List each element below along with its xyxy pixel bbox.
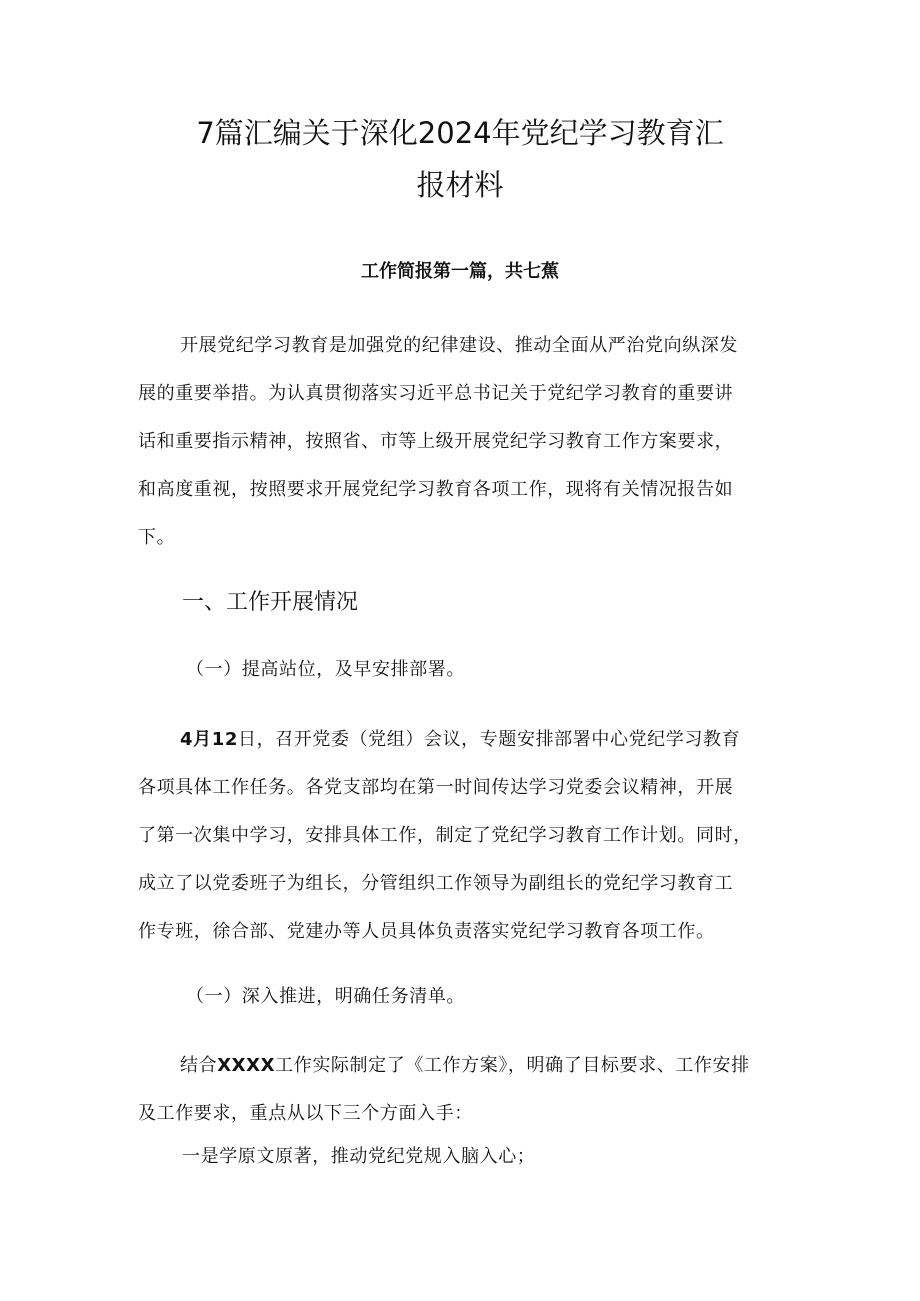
plan-line-first-text: 工作实际制定了《工作方案》，明确了目标要求、工作安排: [275, 1055, 750, 1076]
intro-paragraph: [138, 322, 788, 562]
document-subtitle: 工作简报第一篇，共七蕉: [361, 261, 559, 282]
plan-placeholder: XXXX: [217, 1055, 276, 1076]
subsection-heading-2: （一）深入推进，明确任务清单。: [186, 986, 465, 1007]
meeting-line: 各项具体工作任务。各党支部均在第一时间传达学习党委会议精神，开展: [138, 777, 734, 798]
intro-line: 下。: [138, 527, 176, 548]
list-item: 一是学原文原著，推动党纪党规入脑入心；: [182, 1146, 536, 1167]
plan-paragraph: [138, 1042, 788, 1138]
document-title-line-2: 报材料: [416, 168, 504, 202]
meeting-line-first-text: 日，召开党委（党组）会议，专题安排部署中心党纪学习教育: [237, 729, 741, 750]
section-heading: 一、工作开展情况: [182, 590, 359, 615]
meeting-line: 作专班，徐合部、党建办等人员具体负责落实党纪学习教育各项工作。: [138, 921, 715, 942]
meeting-paragraph: [138, 716, 788, 956]
subsection-heading-1: （一）提高站位，及早安排部署。: [186, 659, 465, 680]
plan-prefix: 结合: [180, 1055, 218, 1076]
intro-line: 开展党纪学习教育是加强党的纪律建设、推动全面从严治党向纵深发: [180, 335, 738, 356]
plan-line-first: [138, 1042, 788, 1090]
document-title-line-1: 7篇汇编关于深化2024年党纪学习教育汇: [196, 116, 724, 150]
intro-line: 话和重要指示精神，按照省、市等上级开展党纪学习教育工作方案要求，: [138, 431, 734, 452]
meeting-line: 成立了以党委班子为组长，分管组织工作领导为副组长的党纪学习教育工: [138, 873, 734, 894]
intro-line: 展的重要举措。为认真贯彻落实习近平总书记关于党纪学习教育的重要讲: [138, 383, 734, 404]
meeting-line-first: [138, 716, 788, 764]
meeting-date: 4月12: [180, 729, 238, 750]
intro-line: 和高度重视，按照要求开展党纪学习教育各项工作，现将有关情况报告如: [138, 479, 734, 500]
plan-line: 及工作要求，重点从以下三个方面入手：: [138, 1103, 473, 1124]
meeting-line: 了第一次集中学习，安排具体工作，制定了党纪学习教育工作计划。同时，: [138, 825, 752, 846]
